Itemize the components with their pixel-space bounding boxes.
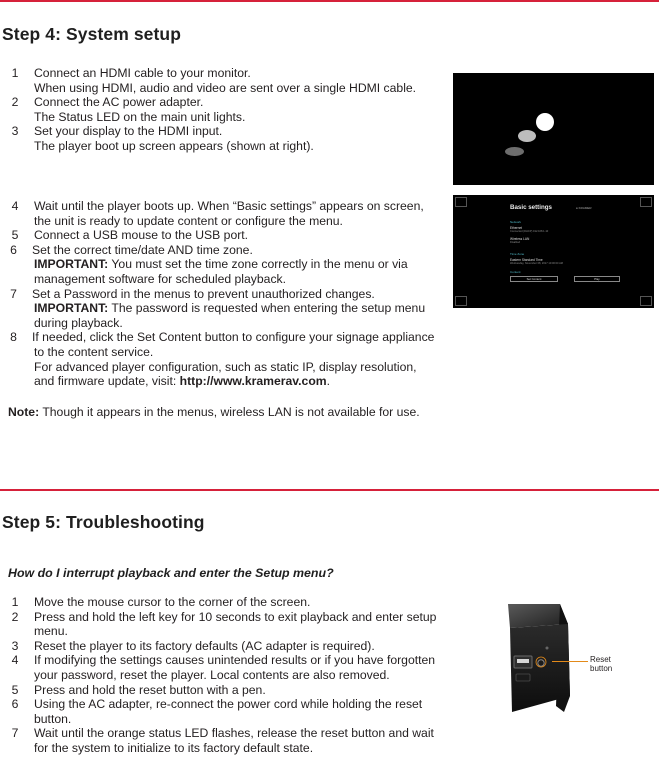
list-item: 4 If modifying the settings causes unintended results or if you have forgotten your password, reset the player. Local contents are also removed. [11, 653, 436, 682]
set-content-button: Set Content [510, 276, 558, 282]
list-item: 3 Set your display to the HDMI input. The player boot up screen appears (shown at right). [11, 124, 314, 153]
list-item: 1 Connect an HDMI cable to your monitor. When using HDMI, audio and video are sent over a single HDMI cable. [11, 66, 417, 95]
top-rule [0, 0, 659, 2]
corner-mark [640, 296, 652, 306]
step4-heading: Step 4: System setup [2, 24, 181, 44]
reset-button-icon [538, 660, 544, 666]
kramer-link[interactable]: http://www.kramerav.com [179, 374, 327, 389]
step4-list [8, 66, 448, 154]
list-item: 5 Connect a USB mouse to the USB port. [11, 228, 249, 243]
wireless-note: Note: Though it appears in the menus, wireless LAN is not available for use. [8, 405, 420, 419]
timezone-value: Eastern Standard Time [510, 258, 543, 262]
step5-list [8, 595, 448, 756]
ethernet-label: Ethernet [510, 226, 523, 230]
boot-screen-image [453, 73, 654, 185]
status-led-icon [546, 647, 549, 650]
list-item: 7 Wait until the orange status LED flashes, release the reset button and wait for the system to initialize to its factory default state. [11, 726, 434, 755]
reset-button-label: Reset button [590, 655, 613, 673]
list-item: 4 Wait until the player boots up. When “Basic settings” appears on screen, the unit is ready to update content or configure the menu. [11, 199, 424, 228]
corner-mark [455, 197, 467, 207]
port-icon [516, 674, 530, 681]
list-item: 1 Move the mouse cursor to the corner of the screen. [11, 595, 311, 609]
step5-heading: Step 5: Troubleshooting [2, 512, 205, 532]
step4-list-continued [8, 199, 448, 389]
list-item: 6 Using the AC adapter, re-connect the power cord while holding the reset button. [11, 697, 423, 726]
wireless-label: Wireless LAN [510, 237, 530, 241]
list-item: 8 If needed, click the Set Content button to configure your signage appliance to the content service. For advanced player configuration, such as static IP, display resolution, and firmware update, visit: http://www.kramerav.com. [10, 330, 435, 389]
corner-mark [640, 197, 652, 207]
list-item: 2 Connect the AC power adapter. The Status LED on the main unit lights. [11, 95, 246, 124]
list-item: 6 Set the correct time/date AND time zone. IMPORTANT: You must set the time zone correctly in the menu or via management software for scheduled playback. [10, 242, 408, 286]
player-device-illustration [500, 600, 655, 718]
timezone-section-label: Time Zone [510, 252, 525, 256]
list-item: 3 Reset the player to its factory defaults (AC adapter is required). [11, 638, 375, 653]
corner-mark [455, 296, 467, 306]
list-item: 2 Press and hold the left key for 10 seconds to exit playback and enter setup menu. [11, 609, 437, 639]
section-rule [0, 489, 659, 491]
settings-title: Basic settings [510, 204, 552, 211]
boot-dot-small [505, 147, 524, 156]
usb-port-contacts-icon [517, 659, 529, 663]
player-device-image [500, 600, 655, 718]
troubleshooting-question: How do I interrupt playback and enter the Setup menu? [8, 566, 334, 580]
kramer-logo: ● KRAMER [576, 206, 592, 210]
list-item: 7 Set a Password in the menus to prevent unauthorized changes. IMPORTANT: The password is requested when entering the setup menu during playback. [10, 286, 426, 330]
reset-callout-line [552, 661, 588, 662]
boot-dot-medium [518, 130, 536, 142]
device-top [508, 604, 568, 628]
content-section-label: Content [510, 270, 521, 274]
list-item: 5 Press and hold the reset button with a pen. [11, 682, 266, 697]
timezone-datetime: Wednesday, November 08, 2017 10:00:00 AM [510, 262, 563, 265]
basic-settings-screen-image [453, 195, 654, 308]
ethernet-status: Connected (DHCP) 192.168.1.10 [510, 230, 549, 233]
network-section-label: Network [510, 220, 522, 224]
play-button: Play [574, 276, 620, 282]
boot-dot-large [536, 113, 554, 131]
wireless-status: Disabled [510, 241, 521, 244]
